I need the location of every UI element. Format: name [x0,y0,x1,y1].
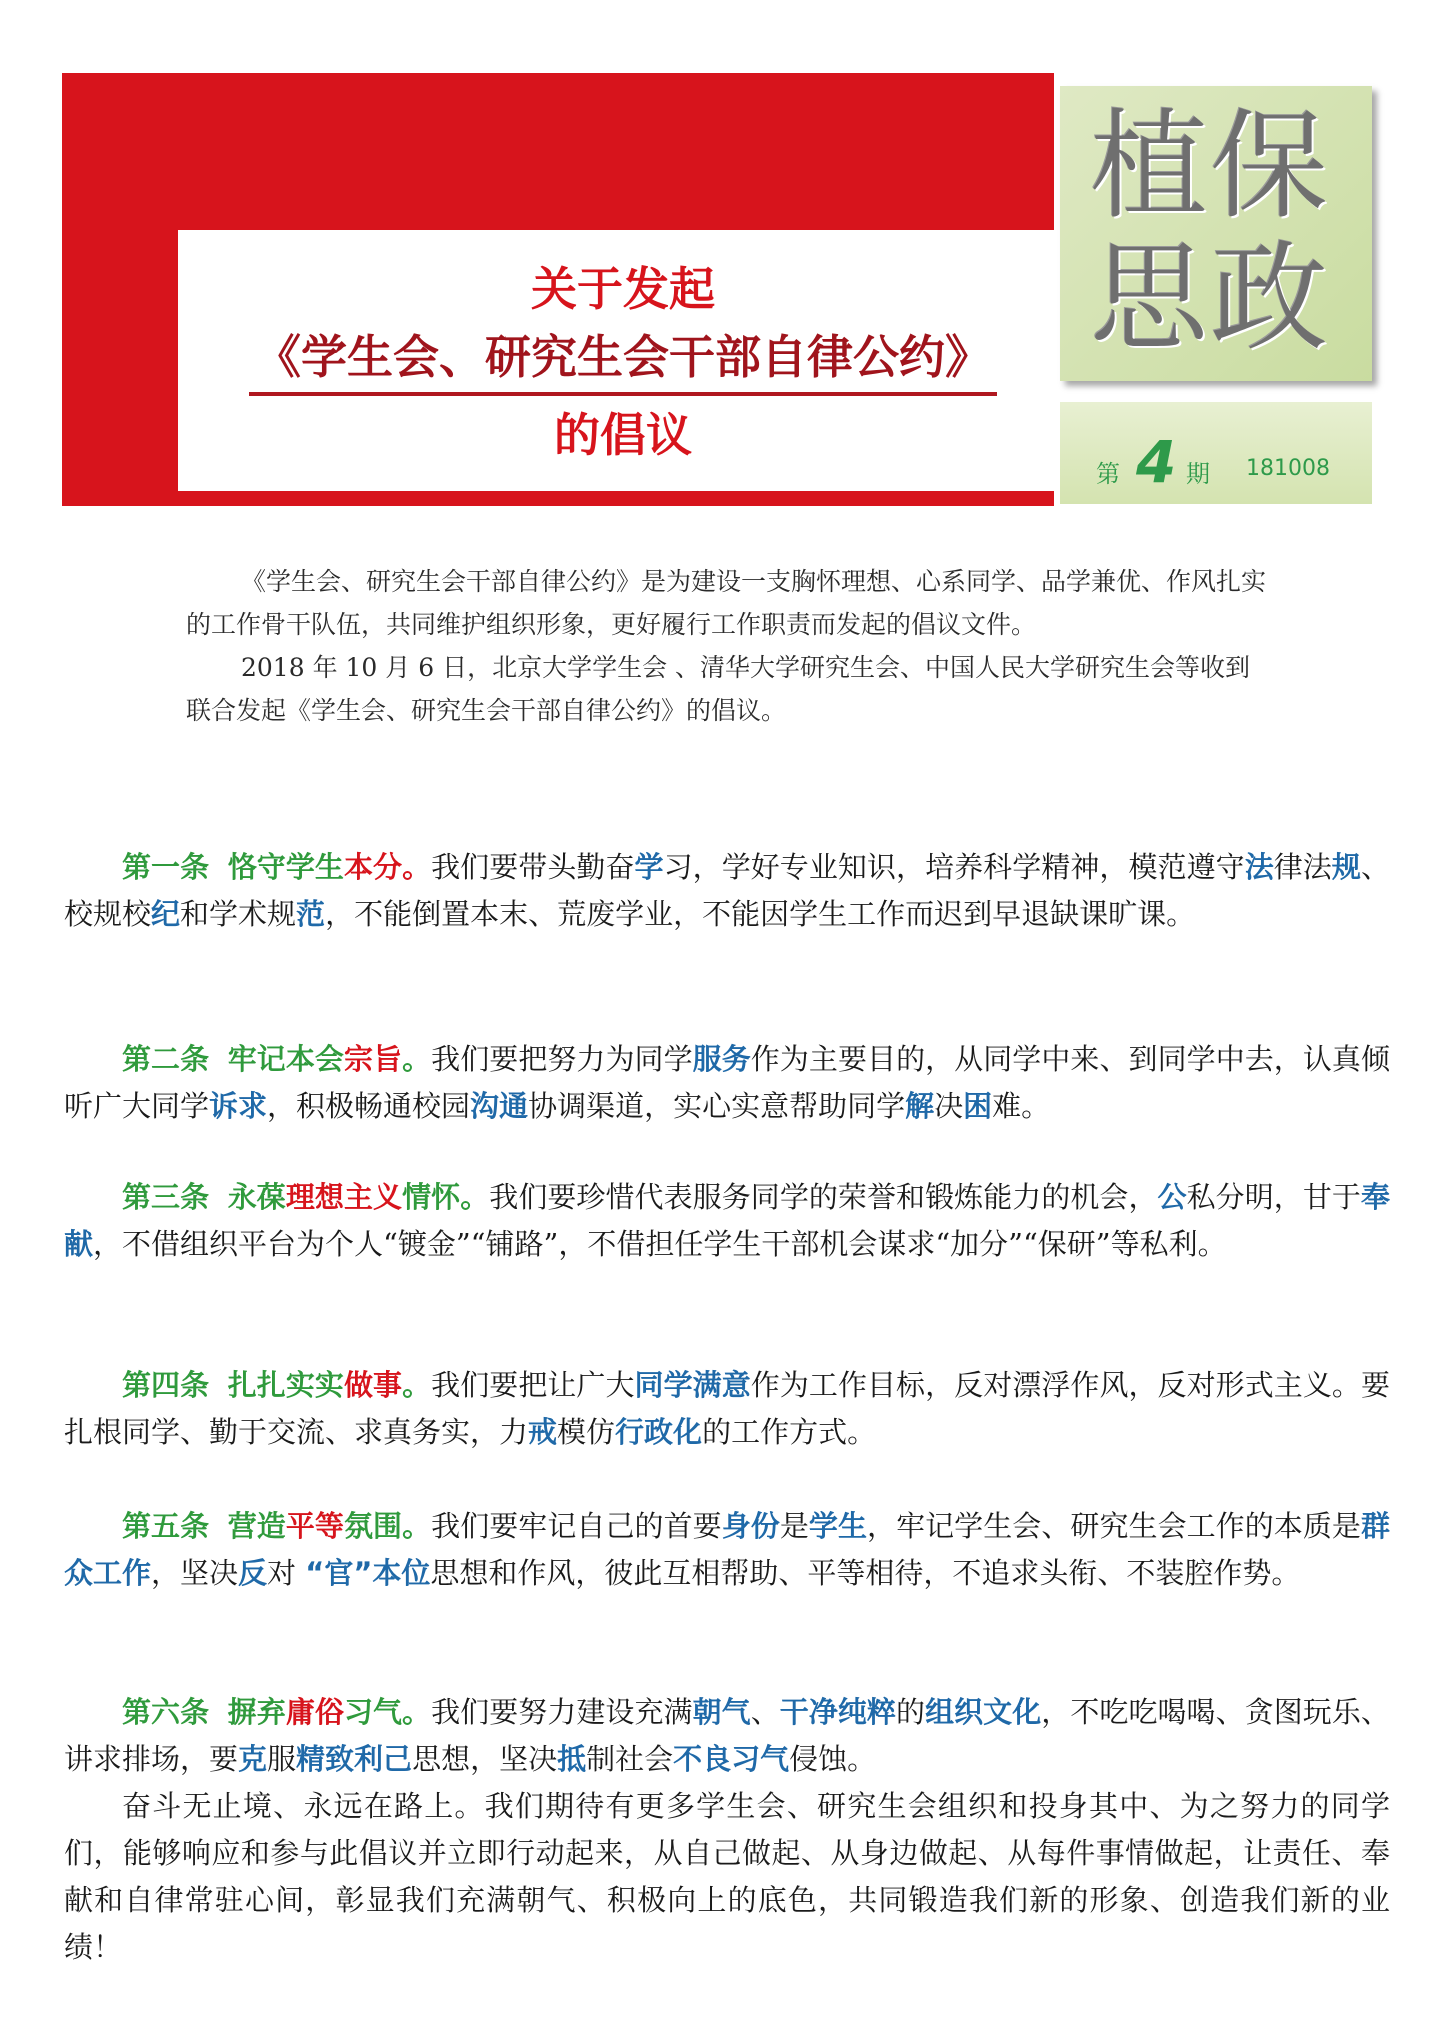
keyword: 解 [905,1089,935,1123]
issue-code: 181008 [1246,456,1330,481]
article-3-paragraph [64,1174,1390,1268]
keyword: 组织文化 [925,1695,1042,1729]
keyword: 干净纯粹 [779,1695,896,1729]
keyword: 同学满意 [634,1368,751,1402]
article-4-heading-a: 扎扎实实 [227,1368,344,1402]
article-6-label: 第六条 [122,1695,210,1729]
keyword: 学生 [808,1509,868,1543]
article-1-heading-b: 本分。 [343,850,432,884]
keyword: 抵 [557,1742,587,1776]
article-3-text: 我们要珍惜代表服务同学的荣誉和锻炼能力的机会， [489,1180,1158,1214]
article-6-text: 的 [896,1695,926,1729]
article-2-heading-a: 牢记本会 [227,1042,344,1076]
article-4-text: 作为工作目标，反对漂浮作风，反对形式主义。要扎根同学、勤于交流、求真务实，力 [64,1368,1390,1449]
article-3-heading-a: 永葆 [227,1180,286,1214]
article-4-heading-b: 做事 [343,1368,403,1402]
article-6-text: 服 [267,1742,297,1776]
issue-unit: 期 [1186,460,1210,488]
keyword: 精致利己 [296,1742,413,1776]
article-2 [64,1036,1390,1130]
article-4-label: 第四条 [122,1368,210,1402]
article-5-paragraph [64,1503,1390,1597]
article-3 [64,1174,1390,1268]
keyword: 群众工作 [64,1509,1390,1590]
article-6-text: 、 [750,1695,780,1729]
article-1-heading-a: 恪守学生 [227,850,344,884]
keyword: 学 [634,850,664,884]
article-1-text: ，不能倒置本末、荒废学业，不能因学生工作而迟到早退缺课旷课。 [325,897,1196,931]
article-2-text: ，积极畅通校园 [267,1089,471,1123]
title-line-2: 《学生会、研究生会干部自律公约》 [249,326,997,396]
article-2-text: 决 [934,1089,964,1123]
issue-tile [1060,402,1372,504]
article-2-text: 协调渠道，实心实意帮助同学 [528,1089,906,1123]
title-line-1: 关于发起 [531,262,715,316]
keyword: 朝气 [692,1695,751,1729]
article-4-text: 我们要把让广大 [431,1368,635,1402]
issue-number: 4 [1136,428,1177,496]
article-6-text: 思想，坚决 [412,1742,558,1776]
keyword: 服务 [692,1042,751,1076]
keyword: 纪 [151,897,181,931]
article-2-heading-b: 宗旨 [343,1042,403,1076]
article-3-text: 私分明，甘于 [1186,1180,1361,1214]
title-line-3: 的倡议 [554,408,692,462]
article-6-paragraph [64,1689,1390,1783]
article-5-heading-b: 平等 [285,1509,344,1543]
keyword: 范 [296,897,326,931]
keyword: 克 [238,1742,268,1776]
article-1-label: 第一条 [122,850,210,884]
article-1-text: 、校规校 [64,850,1390,931]
brand-logo-tile [1060,86,1372,381]
article-5-heading-a: 营造 [227,1509,286,1543]
keyword: 困 [963,1089,993,1123]
article-4-paragraph [64,1362,1390,1456]
article-5-text: 对 [267,1556,306,1590]
title-banner [62,73,1054,506]
keyword: 诉求 [209,1089,268,1123]
article-5-label: 第五条 [122,1509,210,1543]
keyword: 沟通 [470,1089,529,1123]
article-3-text: ，不借组织平台为个人“镀金”“铺路”，不借担任学生干部机会谋求“加分”“保研”等私利。 [93,1227,1227,1261]
keyword: “官”本位 [305,1556,431,1590]
article-4-heading-c: 。 [402,1368,432,1402]
article-2-heading-c: 。 [402,1042,432,1076]
keyword: 不良习气 [673,1742,790,1776]
article-6-text: 制社会 [586,1742,674,1776]
article-4-text: 的工作方式。 [702,1415,877,1449]
title-box [178,230,1068,491]
article-5-heading-c: 氛围。 [343,1509,432,1543]
article-3-heading-b: 理想主义 [285,1180,403,1214]
brand-logo-text [1090,97,1360,367]
keyword: 法 [1244,850,1274,884]
keyword: 戒 [528,1415,558,1449]
article-5-text: ，牢记学生会、研究生会工作的本质是 [867,1509,1361,1543]
keyword: 公 [1157,1180,1187,1214]
article-5-text: 是 [779,1509,809,1543]
article-1-text: 习，学好专业知识，培养科学精神，模范遵守 [663,850,1245,884]
article-3-label: 第三条 [122,1180,210,1214]
article-6-heading-b: 庸俗 [285,1695,344,1729]
intro-paragraph-2: 2018 年 10 月 6 日，北京大学学生会 、清华大学研究生会、中国人民大学研究生会等收到联合发起《学生会、研究生会干部自律公约》的倡议。 [186,653,1251,725]
article-2-paragraph [64,1036,1390,1130]
keyword: 奉献 [64,1180,1390,1261]
article-1-paragraph [64,844,1390,938]
article-1 [64,844,1390,938]
keyword: 身份 [721,1509,780,1543]
article-1-text: 律法 [1273,850,1332,884]
article-5 [64,1503,1390,1597]
article-6-heading-c: 习气。 [343,1695,432,1729]
article-6-text: ，不吃吃喝喝、贪图玩乐、讲求排场，要 [64,1695,1390,1776]
article-2-text: 作为主要目的，从同学中来、到同学中去，认真倾听广大同学 [64,1042,1390,1123]
keyword: 规 [1331,850,1361,884]
article-2-label: 第二条 [122,1042,210,1076]
intro-paragraph-1: 《学生会、研究生会干部自律公约》是为建设一支胸怀理想、心系同学、品学兼优、作风扎实的工作骨干队伍，共同维护组织形象，更好履行工作职责而发起的倡议文件。 [186,567,1267,639]
closing-paragraph: 奋斗无止境、永远在路上。我们期待有更多学生会、研究生会组织和投身其中、为之努力的同学们，能够响应和参与此倡议并立即行动起来，从自己做起、从身边做起、从每件事情做起，让责任、奉献和自律常驻心间，彰显我们充满朝气、积极向上的底色，共同锻造我们新的形象、创造我们新的业绩！ [64,1789,1390,1964]
brand-line-2: 思政 [1090,229,1331,367]
article-3-heading-c: 情怀。 [402,1180,490,1214]
article-1-text: 和学术规 [180,897,297,931]
article-2-text: 我们要把努力为同学 [431,1042,693,1076]
brand-line-1: 植保 [1090,97,1331,235]
article-5-text: 思想和作风，彼此互相帮助、平等相待，不追求头衔、不装腔作势。 [430,1556,1301,1590]
keyword: 行政化 [615,1415,703,1449]
article-6 [64,1689,1390,1971]
article-6-text: 侵蚀。 [789,1742,877,1776]
article-6-text: 我们要努力建设充满 [431,1695,693,1729]
article-5-text: ，坚决 [151,1556,239,1590]
article-4-text: 模仿 [557,1415,616,1449]
keyword: 反 [238,1556,268,1590]
article-4 [64,1362,1390,1456]
intro-section [186,560,1266,732]
article-1-text: 我们要带头勤奋 [431,850,635,884]
article-5-text: 我们要牢记自己的首要 [431,1509,722,1543]
article-2-text: 难。 [992,1089,1051,1123]
issue-label: 第 [1096,460,1120,488]
article-6-heading-a: 摒弃 [227,1695,286,1729]
